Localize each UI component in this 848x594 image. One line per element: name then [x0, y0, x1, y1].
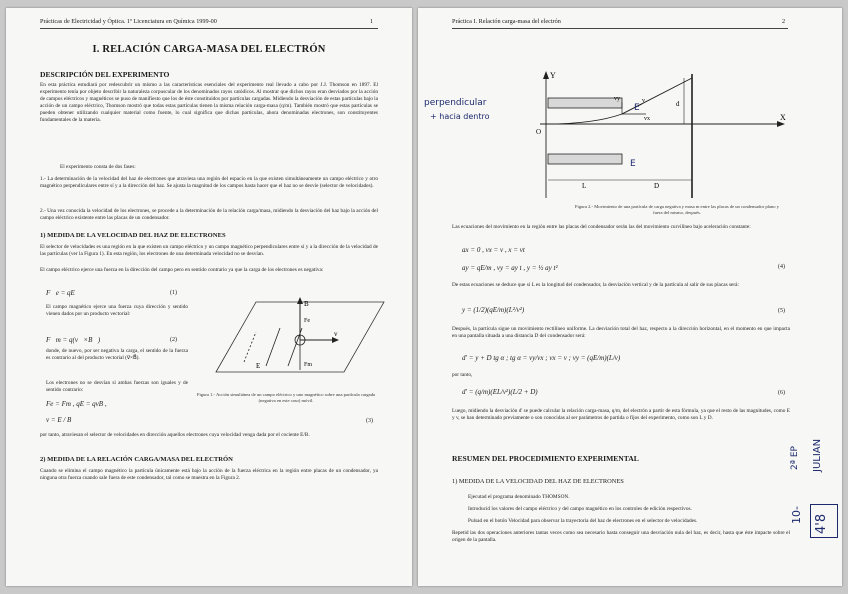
- equation-4b: ay = qE/m , vy = ay t , y = ½ ay t²: [462, 264, 558, 272]
- fig1-label-b: B: [304, 300, 309, 308]
- equation-5-number: (5): [778, 308, 785, 314]
- fig1-label-v: v: [334, 330, 338, 338]
- fig2-label-d: d: [676, 100, 680, 108]
- running-header: Práctica I. Relación carga-masa del electrón: [452, 18, 561, 25]
- page-number: 1: [370, 18, 374, 25]
- equation-3-number: (3): [366, 418, 373, 424]
- figure-1-caption: Figura 1.- Acción simultánea de un campo eléctrico y uno magnético sobre una partícula cargada (negativa en este caso) móvil.: [196, 392, 376, 403]
- electric-force-paragraph: El campo eléctrico ejerce una fuerza en la dirección del campo pero en sentido contrario ya que la carga de los electrones es negativa:: [40, 267, 324, 273]
- fig2-label-o: O: [536, 128, 542, 136]
- header-rule: [40, 28, 378, 29]
- step-4: Repetid las dos operaciones anteriores tantas veces como sea necesario hasta conseguir una desviación nula del haz, es decir, hasta que éste impacte sobre el origen de la pantalla.: [452, 530, 790, 543]
- page-number: 2: [782, 18, 786, 25]
- page-left: [6, 8, 412, 586]
- equation-4-number: (4): [778, 264, 785, 270]
- equation-2: F⃗m = q(v⃗×B⃗): [46, 336, 101, 344]
- handwritten-note-inward: + hacia dentro: [430, 112, 490, 121]
- fig2-label-dd: D: [654, 182, 660, 190]
- uniform-motion-paragraph: Después, la partícula sigue un movimiento rectilíneo uniforme. La desviación total del haz, respecto a la dirección horizontal, en el momento en que impacta en una pantalla situada a una distancia D del condensador será:: [452, 326, 790, 339]
- section-heading-description: DESCRIPCIÓN DEL EXPERIMENTO: [40, 70, 170, 79]
- step-1: Ejecutad el programa denominado THOMSON.: [468, 494, 570, 500]
- step-3: Pulsad en el botón Velocidad para observar la trayectoria del haz de electrones en el selector de velocidades.: [468, 518, 698, 524]
- y-axis-arrowhead: [543, 71, 549, 79]
- fig2-label-e-top: E: [634, 103, 640, 113]
- handwritten-mark: 10-: [790, 506, 803, 524]
- velocity-conclusion: por tanto, atraviesan el selector de velocidades en dirección aquellos electrones cuya velocidad venga dada por el cociente E/B.: [40, 432, 310, 438]
- fig2-label-y: Y: [550, 71, 556, 80]
- equation-3b: v = E / B: [46, 416, 72, 424]
- summary-velocity-heading: 1) MEDIDA DE LA VELOCIDAD DEL HAZ DE ELECTRONES: [452, 478, 624, 485]
- fig2-label-vx: vx: [644, 116, 650, 122]
- page-title: I. RELACIÓN CARGA-MASA DEL ELECTRÓN: [92, 44, 326, 55]
- fig1-label-fe: Fe: [304, 318, 310, 324]
- fig2-label-vy: vy: [614, 96, 620, 102]
- page-right: [418, 8, 842, 586]
- fig1-label-e: E: [256, 362, 261, 370]
- equation-6a: d' = y + D tg α ; tg α = vy/vx ; vx = v ; vy = (qE/m)(L/v): [462, 354, 621, 362]
- fig2-label-v: v: [642, 98, 645, 104]
- header-rule: [452, 28, 788, 29]
- figure-2-caption: Figura 2.- Movimiento de una partícula de carga negativa y masa m entre las placas de un condensador plano y fuera del mismo, después.: [574, 204, 779, 215]
- capacitor-bottom-plate: [548, 154, 622, 164]
- section-heading-charge-mass: 2) MEDIDA DE LA RELACIÓN CARGA/MASA DEL ELECTRÓN: [40, 456, 233, 463]
- section-heading-summary: RESUMEN DEL PROCEDIMIENTO EXPERIMENTAL: [452, 454, 639, 463]
- running-header: Prácticas de Electricidad y Óptica. 1º Licenciatura en Química 1999-00: [40, 18, 217, 25]
- e-field-line: [244, 332, 256, 362]
- fig2-label-e-bottom: E: [630, 159, 636, 169]
- equation-5: y = (1/2)(qE/m)(L²/v²): [462, 306, 525, 314]
- e-field-line: [266, 328, 280, 366]
- magnetic-force-paragraph: El campo magnético ejerce una fuerza cuya dirección y sentido vienen dados por un producto vectorial:: [46, 304, 188, 317]
- intro-paragraph: En esta práctica estudiará por redescubrir un mismo a las características esenciales del experimento real llevado a cabo por J.J. Thomson en 1897. El experimento tenía por objeto describir la naturaleza corpuscular de los denominados rayos catódicos. Al mostrar que dichos rayos eran desviados por la acción de campos eléctricos y magnéticos se puso de manifiesto que los de éste constituidos por partículas cargadas. Midiendo la desviación de estas partículas bajo la acción de un campo eléctrico, Thomson mostró que todas estas partículas tienen la misma relación carga-masa (q/m). También mostró que estas partículas se pueden obtener utilizando cualquier material como fuente, lo cual significa que dichas partículas, ahora denominadas electrones, son constituyentes fundamentales de la materia.: [40, 82, 378, 123]
- motion-equations-intro: Las ecuaciones del movimiento en la región entre las placas del condensador serán las del movimiento curvilíneo bajo aceleración constante:: [452, 224, 751, 230]
- phase-2-text: 2.- Una vez conocida la velocidad de los electrones, se procede a la determinación de la relación carga/masa, midiendo la desviación del haz bajo la acción del campo eléctrico existente entre las placas de un condensador.: [40, 208, 378, 221]
- charge-mass-paragraph: Cuando se elimina el campo magnético la partícula únicamente está bajo la acción de la fuerza eléctrica en la región entre placas de un condensador, ya ninguna otra fuerza cuando sale fuera de este condensador, tal como se muestra en la Figura 2.: [40, 468, 378, 481]
- equation-6: d' = (q/m)(EL/v²)(L/2 + D): [462, 388, 538, 396]
- fig1-label-fm: Fm: [304, 362, 313, 368]
- phase-1-text: 1.- La determinación de la velocidad del haz de electrones que atraviesa una región del espacio en la que existen simultáneamente un campo eléctrico y otro magnético perpendiculares entre sí y a la dirección del haz. Se ajusta la magnitud de los campos hasta hacer que el haz no se desvíe (selector de velocidades).: [40, 176, 378, 189]
- equation-4a: ax = 0 , vx = v , x = vt: [462, 246, 525, 254]
- b-field-arrowhead: [297, 297, 303, 304]
- handwritten-note-perpendicular: perpendicular: [424, 98, 487, 108]
- equation-6-number: (6): [778, 390, 785, 396]
- selector-paragraph: El selector de velocidades es una región en la que existen un campo eléctrico y un campo magnético perpendiculares entre sí y a la dirección de la velocidad de las partículas (ver la Figura 1). En esta región, los electrones de una determinada velocidad no se desvían.: [40, 244, 378, 257]
- equation-1-number: (1): [170, 290, 177, 296]
- deflection-paragraph: De estas ecuaciones se deduce que si L es la longitud del condensador, la desviación vertical y de la partícula al salir de sus placas será:: [452, 282, 739, 288]
- handwritten-grade: 4'8: [814, 513, 829, 534]
- equation-3a: Fe = Fm , qE = qvB ,: [46, 400, 107, 408]
- vector-product-paragraph: donde, de nuevo, por ser negativa la carga, el sentido de la fuerza es contrario al del producto vectorial (v⃗×B⃗).: [46, 348, 188, 361]
- por-tanto: por tanto,: [452, 372, 473, 378]
- handwritten-group: 2ª EP: [790, 446, 800, 470]
- conclusion-paragraph: Luego, midiendo la desviación d' se puede calcular la relación carga-masa, q/m, del electrón a partir de esta fórmula, ya que el resto de las magnitudes, como E y v, se han determinado previamente o son conocidas al ser parámetros de partida o fijos del experimento, como son L y D.: [452, 408, 790, 421]
- capacitor-top-plate: [548, 98, 622, 108]
- step-2: Introducid los valores del campo eléctrico y del campo magnético en los controles de edición respectivos.: [468, 506, 692, 512]
- fig2-label-l: L: [582, 182, 587, 190]
- equation-2-number: (2): [170, 337, 177, 343]
- balance-paragraph: Los electrones no se desvían si ambas fuerzas son iguales y de sentido contrario:: [46, 380, 188, 393]
- phases-intro: El experimento consta de dos fases:: [60, 164, 136, 170]
- figure-1-diagram: [196, 292, 386, 392]
- handwritten-name: JULIAN: [812, 438, 823, 472]
- figure-2-diagram: [534, 70, 794, 202]
- equation-1: F⃗e = qE⃗: [46, 289, 81, 297]
- section-heading-velocity: 1) MEDIDA DE LA VELOCIDAD DEL HAZ DE ELECTRONES: [40, 232, 226, 239]
- fig2-label-x: X: [780, 113, 786, 122]
